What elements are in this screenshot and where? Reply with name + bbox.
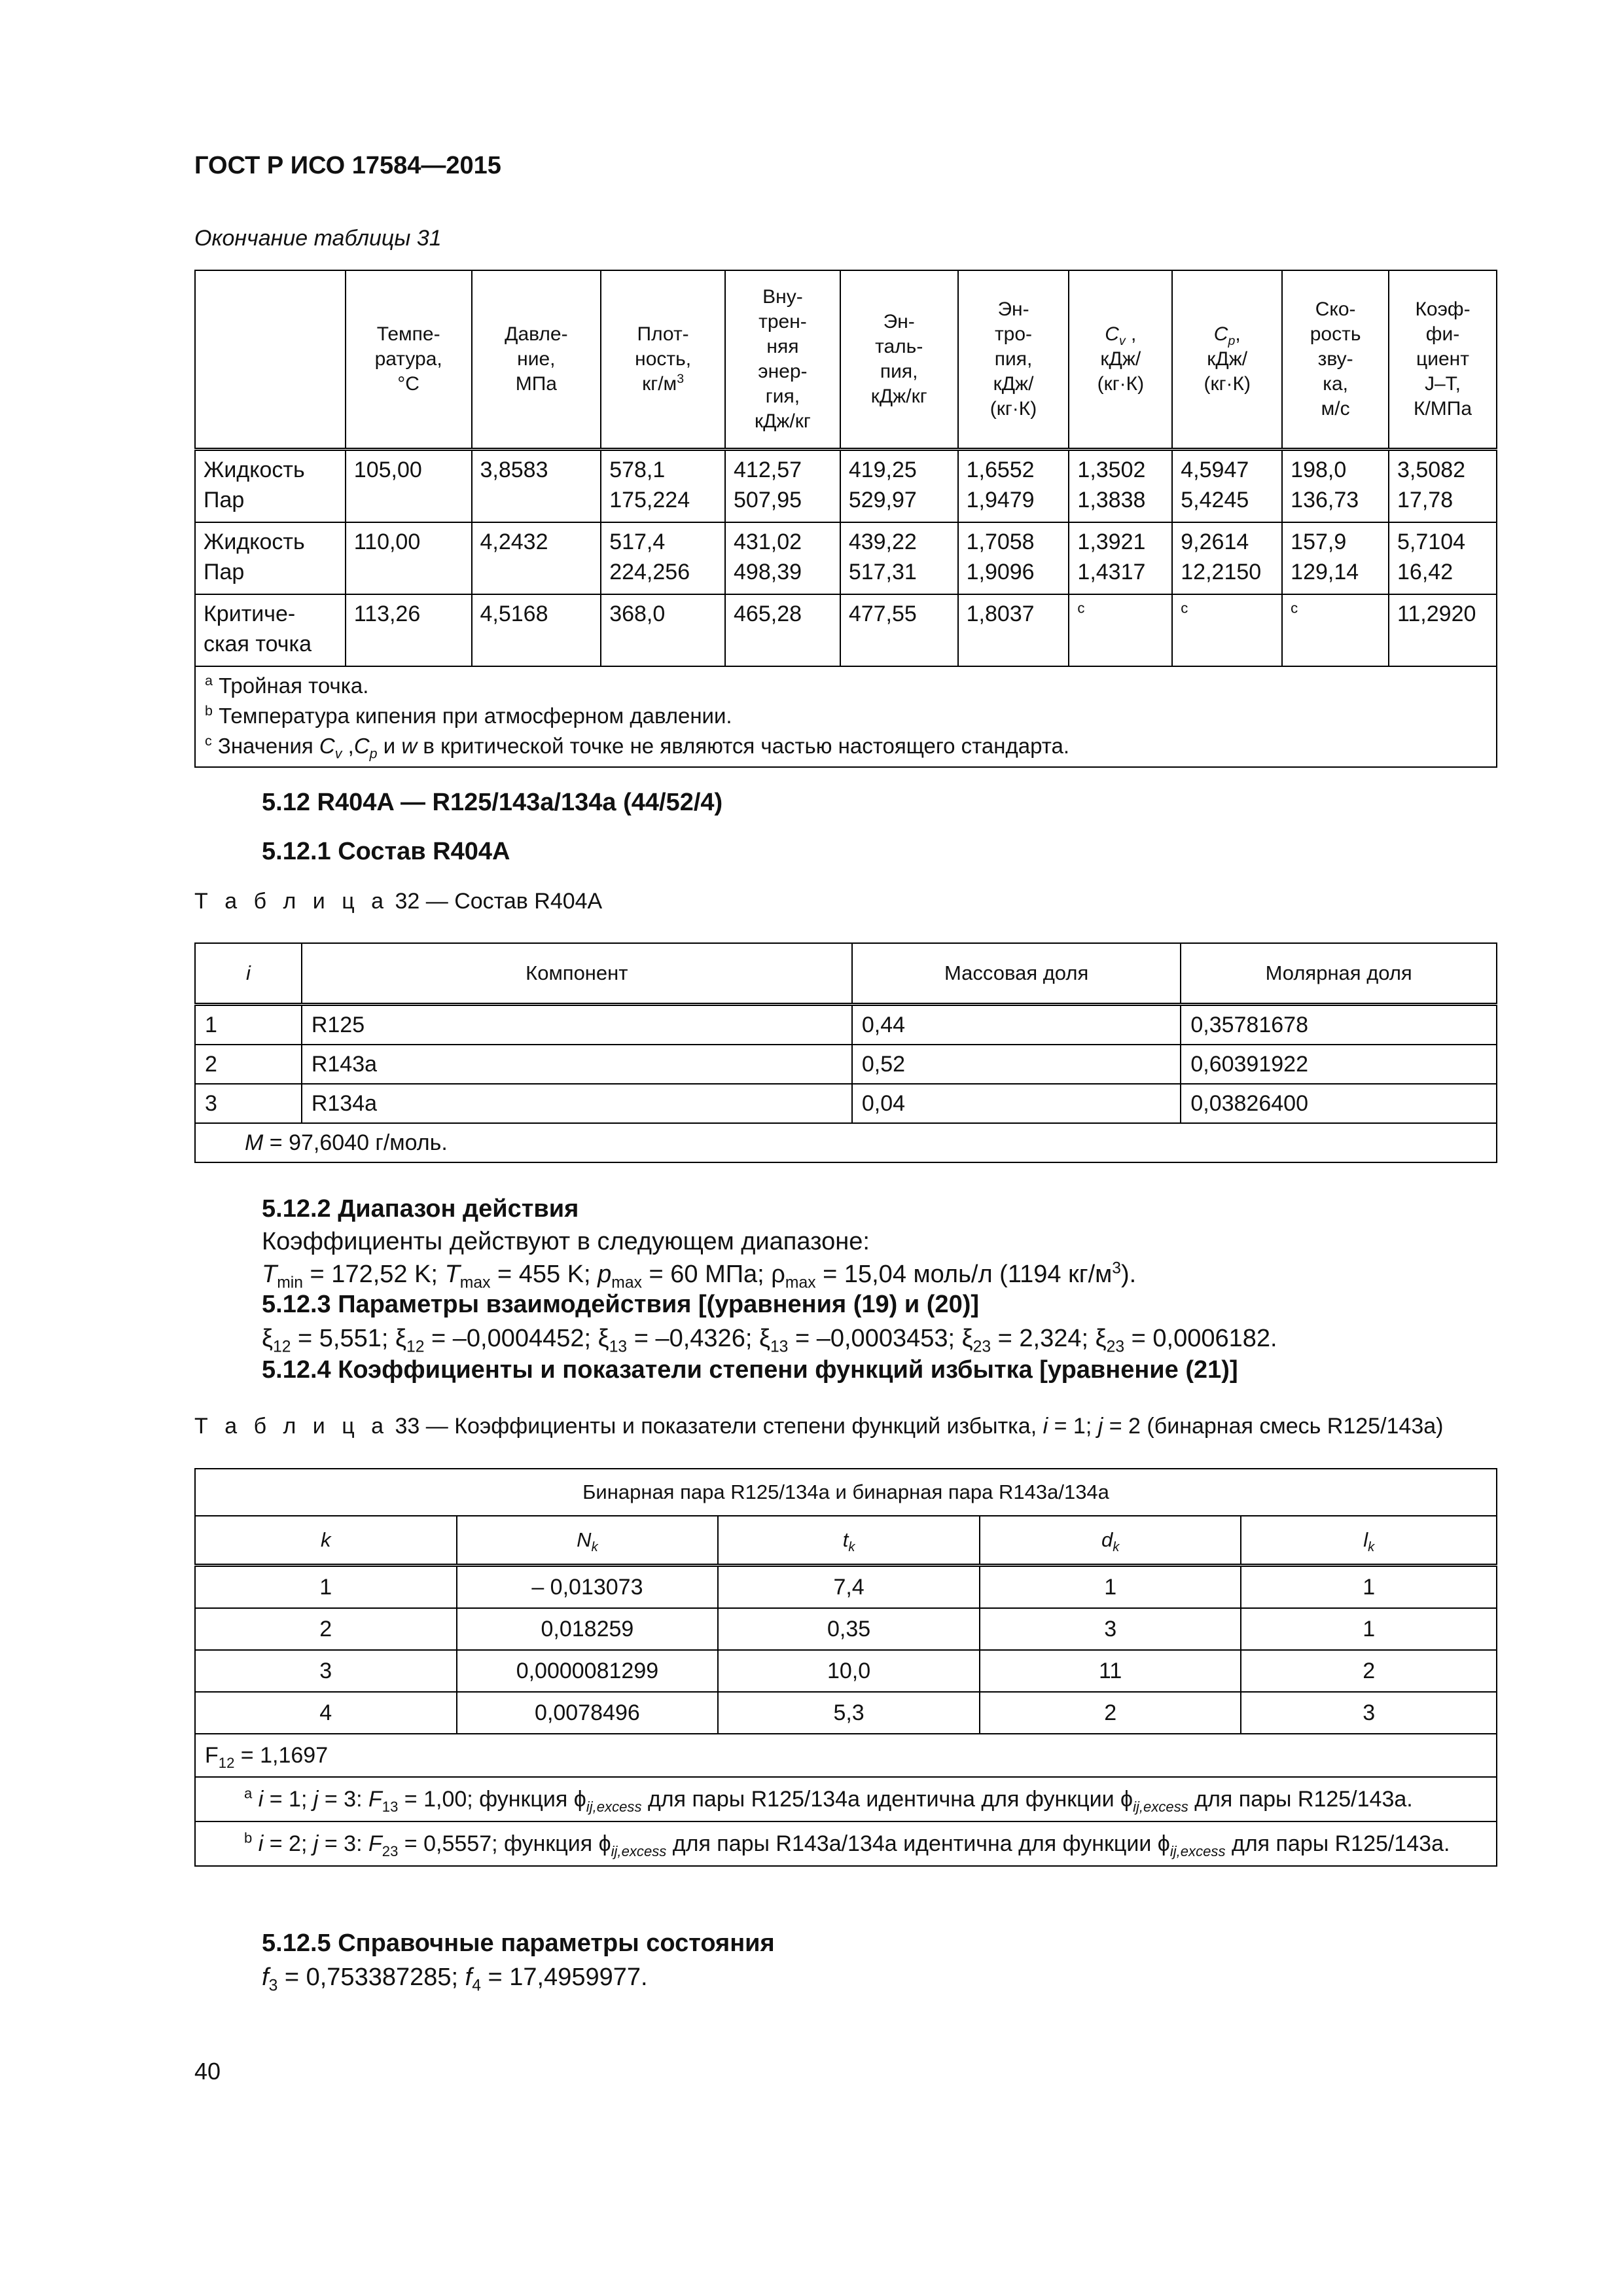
table-row: [195, 1084, 1497, 1123]
header-dk: $d_k$: [980, 1516, 1241, 1566]
table-cell: 0,03826400: [1181, 1084, 1497, 1123]
table-cell: – 0,013073: [457, 1566, 719, 1609]
table-cell: 0,04: [852, 1084, 1181, 1123]
table-cell: 110,00: [346, 522, 472, 594]
xi-line: $\xi_{12} = 5,551$; $\xi_{12} = -0,0004452$; $\xi_{13} = -0,4326$; $\xi_{13} = -0,0003453$; $\xi_{23} = 2,324$; $\xi_{23} = 0,0006182$.: [262, 1325, 1277, 1356]
table-row: [195, 1005, 1497, 1045]
table-cell: 2: [980, 1692, 1241, 1734]
table-cell: 0,35781678: [1181, 1005, 1497, 1045]
table-header-row: [195, 1516, 1497, 1566]
table-footer-row: [195, 1123, 1497, 1162]
table-31: [194, 270, 1497, 768]
table-row: [195, 1608, 1497, 1650]
table-cell: R125: [302, 1005, 852, 1045]
table-cell: 3: [195, 1084, 302, 1123]
table-cell: 0,018259: [457, 1608, 719, 1650]
header-entropy: Эн- тро- пия, кДж/ (кг·К): [958, 270, 1069, 450]
header-index: i: [195, 943, 302, 1005]
table-cell: 2: [1241, 1650, 1497, 1692]
header-density: Плот- ность, $кг/м^3$: [601, 270, 725, 450]
reference-parameters: $f_3 = 0,753387285$; $f_4 = 17,4959977$.: [262, 1964, 648, 1995]
section-heading-5-12-1: 5.12.1 Состав R404A: [262, 838, 510, 865]
table-cell: 3,8583: [472, 450, 601, 523]
table-cell: 1: [1241, 1608, 1497, 1650]
table-row: [195, 594, 1497, 666]
section-heading-5-12-3: 5.12.3 Параметры взаимодействия [(уравнения (19) и (20)]: [262, 1291, 980, 1318]
table-cell: 5,7104 16,42: [1389, 522, 1497, 594]
table-notes-row: [195, 666, 1497, 767]
table-cell: 1,6552 1,9479: [958, 450, 1069, 523]
table-row: [195, 1734, 1497, 1777]
header-nk: $N_k$: [457, 1516, 719, 1566]
table-cell: 9,2614 12,2150: [1172, 522, 1282, 594]
table-cell: 5,3: [718, 1692, 980, 1734]
section-heading-5-12-4: 5.12.4 Коэффициенты и показатели степени функций избытка [уравнение (21)]: [262, 1356, 1238, 1384]
section-heading-5-12: 5.12 R404A — R125/143a/134a (44/52/4): [262, 789, 723, 816]
table-cell: 2: [195, 1608, 457, 1650]
table-cell: 11: [980, 1650, 1241, 1692]
table-title-row: [195, 1469, 1497, 1516]
table-cell: 1,7058 1,9096: [958, 522, 1069, 594]
footnote-b: $^b$ i = 2; j = 3: $F_{23} = 0,5557$; функция $\phi_{ij,excess}$ для пары R143a/134a идентична для функции $\phi_{ij,excess}$ для пары R125/143a.: [195, 1821, 1497, 1866]
table-cell: c: [1069, 594, 1172, 666]
table-cell: 0,44: [852, 1005, 1181, 1045]
range-intro: Коэффициенты действуют в следующем диапазоне:: [262, 1228, 870, 1255]
table-cell: 3: [980, 1608, 1241, 1650]
note-a: $^a$ Тройная точка.: [205, 673, 369, 698]
header-molar-fraction: Молярная доля: [1181, 943, 1497, 1005]
table-cell: 157,9 129,14: [1282, 522, 1389, 594]
table-cell: 1,3502 1,3838: [1069, 450, 1172, 523]
table-cell: 1,8037: [958, 594, 1069, 666]
table-cell: 1,3921 1,4317: [1069, 522, 1172, 594]
table-32-caption: Т а б л и ц а 32 — Состав R404A: [194, 889, 603, 914]
header-component: Компонент: [302, 943, 852, 1005]
table-cell: c: [1172, 594, 1282, 666]
table-row: [195, 450, 1497, 523]
table-cell: 3: [195, 1650, 457, 1692]
header-tk: $t_k$: [718, 1516, 980, 1566]
table-cell: c: [1282, 594, 1389, 666]
header-pressure: Давле- ние, МПа: [472, 270, 601, 450]
header-sound-speed: Ско- рость зву- ка, м/с: [1282, 270, 1389, 450]
table-cell: 439,22 517,31: [840, 522, 958, 594]
table-cell: 0,0078496: [457, 1692, 719, 1734]
table-32: [194, 942, 1497, 1163]
table-title: Бинарная пара R125/134a и бинарная пара R143a/134a: [195, 1469, 1497, 1516]
table-cell: 11,2920: [1389, 594, 1497, 666]
table-cell: 578,1 175,224: [601, 450, 725, 523]
table-cell: 368,0: [601, 594, 725, 666]
header-enthalpy: Эн- таль- пия, кДж/кг: [840, 270, 958, 450]
footnote-a: $^a$ i = 1; j = 3: $F_{13} = 1,00$; функция $\phi_{ij,excess}$ для пары R125/134a идентична для функции $\phi_{ij,excess}$ для пары R125/143a.: [195, 1777, 1497, 1821]
header-cell: [195, 270, 346, 450]
table-33: [194, 1468, 1497, 1867]
table-cell: 3,5082 17,78: [1389, 450, 1497, 523]
document-header: ГОСТ Р ИСО 17584—2015: [194, 152, 501, 179]
header-k: k: [195, 1516, 457, 1566]
header-temperature: Темпе- ратура, °С: [346, 270, 472, 450]
table-cell: 2: [195, 1045, 302, 1084]
table-cell: 4: [195, 1692, 457, 1734]
table-cell: 7,4: [718, 1566, 980, 1609]
table-row: [195, 522, 1497, 594]
header-mass-fraction: Массовая доля: [852, 943, 1181, 1005]
table-cell: 419,25 529,97: [840, 450, 958, 523]
table-cell: 4,5168: [472, 594, 601, 666]
table-cell: R134a: [302, 1084, 852, 1123]
table-notes: [195, 666, 1497, 767]
table-cell: R143a: [302, 1045, 852, 1084]
table-cell: 1: [980, 1566, 1241, 1609]
table-header-row: [195, 270, 1497, 450]
table-cell: 1: [1241, 1566, 1497, 1609]
header-cv: $C_v$ , кДж/ (кг·К): [1069, 270, 1172, 450]
table-cell: 105,00: [346, 450, 472, 523]
table-cell: 477,55: [840, 594, 958, 666]
table-cell: 1: [195, 1566, 457, 1609]
f12-value: $F_{12} = 1,1697$: [195, 1734, 1497, 1777]
table-row: [195, 1692, 1497, 1734]
table-cell: 0,60391922: [1181, 1045, 1497, 1084]
table-cell: 465,28: [725, 594, 840, 666]
table-row: [195, 1777, 1497, 1821]
table-cell: 0,52: [852, 1045, 1181, 1084]
header-cp: $C_p$, кДж/ (кг·К): [1172, 270, 1282, 450]
header-jt-coefficient: Коэф- фи- циент J–T, К/МПа: [1389, 270, 1497, 450]
table-cell: 0,35: [718, 1608, 980, 1650]
table-row: [195, 1650, 1497, 1692]
table-33-caption: Т а б л и ц а 33 — Коэффициенты и показатели степени функций избытка, i = 1; j = 2 (бинарная смесь R125/143a): [194, 1414, 1444, 1439]
section-heading-5-12-2: 5.12.2 Диапазон действия: [262, 1195, 579, 1223]
section-heading-5-12-5: 5.12.5 Справочные параметры состояния: [262, 1929, 775, 1957]
table-cell: 412,57 507,95: [725, 450, 840, 523]
molar-mass-note: M = 97,6040 г/моль.: [195, 1123, 1497, 1162]
table-cell: 198,0 136,73: [1282, 450, 1389, 523]
table-row: [195, 1566, 1497, 1609]
table-cell: 4,5947 5,4245: [1172, 450, 1282, 523]
header-lk: $l_k$: [1241, 1516, 1497, 1566]
page-number: 40: [194, 2058, 221, 2085]
table-cell: Жидкость Пар: [195, 522, 346, 594]
table-continuation-caption: Окончание таблицы 31: [194, 226, 442, 251]
table-cell: 517,4 224,256: [601, 522, 725, 594]
table-cell: 3: [1241, 1692, 1497, 1734]
table-cell: 0,0000081299: [457, 1650, 719, 1692]
table-cell: 10,0: [718, 1650, 980, 1692]
note-b: $^b$ Температура кипения при атмосферном давлении.: [205, 703, 732, 728]
table-cell: 1: [195, 1005, 302, 1045]
table-cell: 431,02 498,39: [725, 522, 840, 594]
table-cell: Жидкость Пар: [195, 450, 346, 523]
range-line: $T_{min} = 172,52$ K; $T_{max} = 455$ K; $p_{max} = 60$ МПа; $\rho_{max} = 15,04$ моль/л (1194 $кг/м^3$).: [262, 1259, 1137, 1292]
note-c: $^c$ Значения $C_v$ $,C_p$ и w в критической точке не являются частью настоящего стандарта.: [205, 733, 1070, 762]
table-row: [195, 1821, 1497, 1866]
table-cell: 4,2432: [472, 522, 601, 594]
header-internal-energy: Вну- трен- няя энер- гия, кДж/кг: [725, 270, 840, 450]
table-row: [195, 1045, 1497, 1084]
table-header-row: [195, 943, 1497, 1005]
table-cell: 113,26: [346, 594, 472, 666]
table-cell: Критиче- ская точка: [195, 594, 346, 666]
